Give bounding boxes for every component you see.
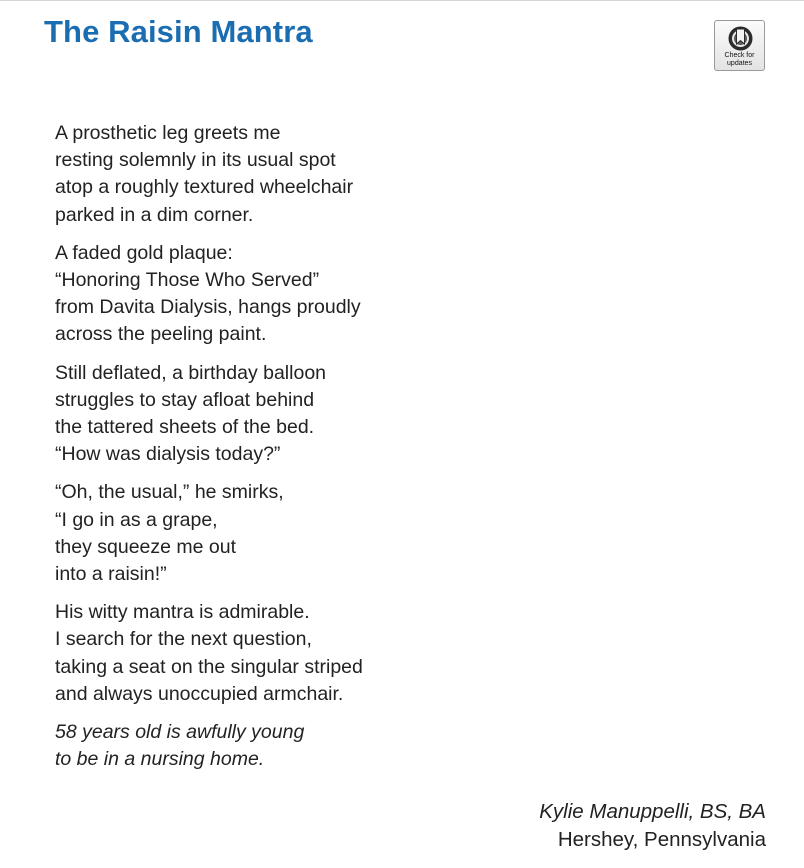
poem-stanza-1 xyxy=(55,120,555,229)
poem-stanza-3 xyxy=(55,360,555,469)
poem-line: atop a roughly textured wheelchair xyxy=(55,176,354,199)
top-divider xyxy=(0,0,804,1)
poem-line: to be in a nursing home. xyxy=(55,748,265,771)
poem-line: across the peeling paint. xyxy=(55,323,267,346)
poem-line: and always unoccupied armchair. xyxy=(55,682,344,705)
poem-body xyxy=(55,120,555,784)
badge-line-1: Check for xyxy=(724,52,755,59)
poem-line: “Oh, the usual,” he smirks, xyxy=(55,481,284,504)
poem-stanza-5 xyxy=(55,599,555,708)
poem-line: Still deflated, a birthday balloon xyxy=(55,361,327,384)
poem-line: I search for the next question, xyxy=(55,628,312,651)
poem-line: “I go in as a grape, xyxy=(55,508,218,531)
author-name: Kylie Manuppelli, BS, BA xyxy=(539,800,766,823)
poem-line: His witty mantra is admirable. xyxy=(55,601,310,624)
poem-line: they squeeze me out xyxy=(55,535,237,558)
poem-line: 58 years old is awfully young xyxy=(55,721,305,744)
poem-stanza-2 xyxy=(55,240,555,349)
author-block xyxy=(539,798,766,854)
page-title: The Raisin Mantra xyxy=(44,14,313,49)
poem-line: from Davita Dialysis, hangs proudly xyxy=(55,296,361,319)
author-location: Hershey, Pennsylvania xyxy=(557,828,766,851)
poem-line: parked in a dim corner. xyxy=(55,203,254,226)
poem-line: “How was dialysis today?” xyxy=(55,443,281,466)
poem-line: resting solemnly in its usual spot xyxy=(55,149,336,172)
poem-line: into a raisin!” xyxy=(55,563,167,586)
poem-line: struggles to stay afloat behind xyxy=(55,388,315,411)
check-for-updates-label xyxy=(715,52,764,67)
poem-line: “Honoring Those Who Served” xyxy=(55,269,320,292)
poem-line: A prosthetic leg greets me xyxy=(55,122,281,144)
poem-line: the tattered sheets of the bed. xyxy=(55,416,315,439)
badge-line-2: updates xyxy=(727,59,752,67)
bookmark-ring-icon xyxy=(727,25,754,52)
check-for-updates-button[interactable] xyxy=(714,20,765,71)
poem-stanza-6 xyxy=(55,719,555,773)
poem-line: taking a seat on the singular striped xyxy=(55,655,363,678)
poem-stanza-4 xyxy=(55,479,555,588)
poem-line: A faded gold plaque: xyxy=(55,241,233,264)
